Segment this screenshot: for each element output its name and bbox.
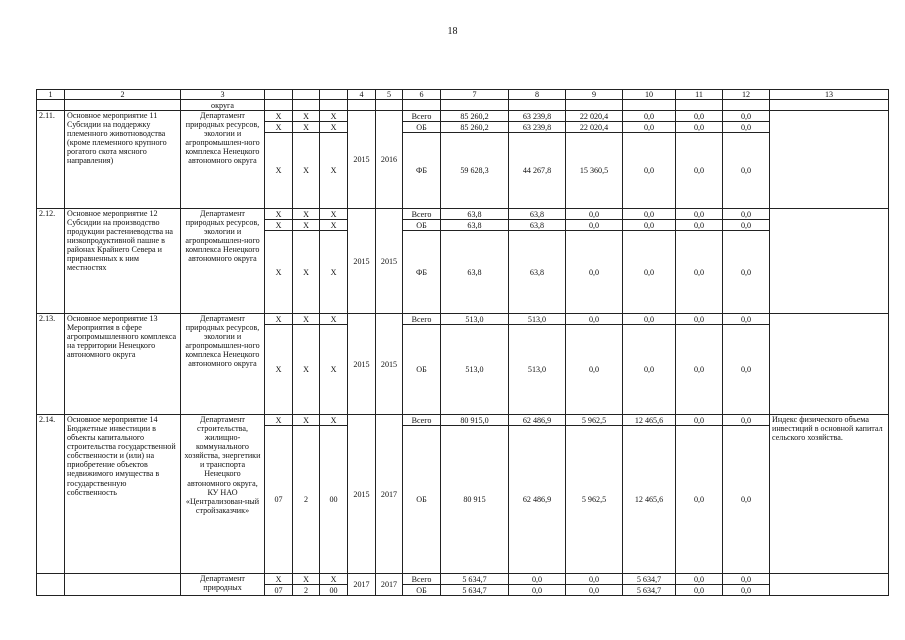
amount-cell: 0,0 bbox=[623, 220, 676, 231]
carry-over-row bbox=[37, 100, 889, 111]
code-cell: X bbox=[320, 325, 348, 415]
amount-cell: 0,0 bbox=[723, 325, 770, 415]
amount-cell: 0,0 bbox=[723, 426, 770, 574]
amount-cell: 63,8 bbox=[441, 231, 509, 314]
amount-cell: 0,0 bbox=[623, 122, 676, 133]
amount-cell: 0,0 bbox=[566, 325, 623, 415]
header-cell: 8 bbox=[509, 90, 566, 100]
header-cell: 13 bbox=[770, 90, 889, 100]
amount-cell: 5 634,7 bbox=[441, 585, 509, 596]
amount-cell: 513,0 bbox=[509, 314, 566, 325]
amount-cell: 0,0 bbox=[723, 220, 770, 231]
empty-cell bbox=[566, 100, 623, 111]
code-cell: X bbox=[265, 111, 293, 122]
start-year-cell: 2017 bbox=[348, 574, 376, 596]
page-number: 18 bbox=[447, 26, 458, 37]
amount-cell: 63 239,8 bbox=[509, 111, 566, 122]
amount-cell: 0,0 bbox=[509, 574, 566, 585]
header-cell: 12 bbox=[723, 90, 770, 100]
amount-cell: 63,8 bbox=[509, 231, 566, 314]
amount-cell: 0,0 bbox=[676, 133, 723, 209]
header-cell: 11 bbox=[676, 90, 723, 100]
funding-source-cell: Всего bbox=[403, 209, 441, 220]
amount-cell: 0,0 bbox=[676, 314, 723, 325]
code-cell: X bbox=[293, 231, 320, 314]
amount-cell: 0,0 bbox=[623, 133, 676, 209]
amount-cell: 63,8 bbox=[441, 220, 509, 231]
code-cell: X bbox=[320, 415, 348, 426]
code-cell: X bbox=[293, 325, 320, 415]
header-cell: 2 bbox=[65, 90, 181, 100]
code-cell: X bbox=[293, 220, 320, 231]
amount-cell: 0,0 bbox=[566, 209, 623, 220]
empty-cell bbox=[376, 100, 403, 111]
amount-cell: 62 486,9 bbox=[509, 426, 566, 574]
department-cell: округа bbox=[181, 100, 265, 111]
amount-cell: 5 634,7 bbox=[623, 574, 676, 585]
amount-cell: 62 486,9 bbox=[509, 415, 566, 426]
amount-cell: 0,0 bbox=[623, 209, 676, 220]
empty-cell bbox=[348, 100, 376, 111]
amount-cell: 5 962,5 bbox=[566, 426, 623, 574]
empty-cell bbox=[265, 100, 293, 111]
funding-source-cell: Всего bbox=[403, 415, 441, 426]
code-cell: X bbox=[320, 111, 348, 122]
end-year-cell: 2015 bbox=[376, 209, 403, 314]
code-cell: 2 bbox=[293, 426, 320, 574]
code-cell: X bbox=[293, 574, 320, 585]
amount-cell: 0,0 bbox=[676, 426, 723, 574]
header-cell: 3 bbox=[181, 90, 265, 100]
amount-cell: 5 634,7 bbox=[623, 585, 676, 596]
empty-cell bbox=[770, 100, 889, 111]
header-cell bbox=[265, 90, 293, 100]
start-year-cell: 2015 bbox=[348, 111, 376, 209]
amount-cell: 0,0 bbox=[676, 122, 723, 133]
code-cell: X bbox=[320, 220, 348, 231]
department-cell: Департамент природных ресурсов, экологии и агропромышлен-ного комплекса Ненецкого автономного округа bbox=[181, 209, 265, 314]
amount-cell: 5 634,7 bbox=[441, 574, 509, 585]
header-cell bbox=[320, 90, 348, 100]
code-cell: X bbox=[265, 415, 293, 426]
header-cell: 7 bbox=[441, 90, 509, 100]
code-cell: X bbox=[265, 325, 293, 415]
amount-cell: 0,0 bbox=[676, 231, 723, 314]
code-cell: X bbox=[265, 209, 293, 220]
amount-cell: 0,0 bbox=[676, 111, 723, 122]
empty-cell bbox=[676, 100, 723, 111]
amount-cell: 513,0 bbox=[509, 325, 566, 415]
amount-cell: 12 465,6 bbox=[623, 415, 676, 426]
amount-cell: 22 020,4 bbox=[566, 111, 623, 122]
amount-cell: 0,0 bbox=[723, 209, 770, 220]
funding-source-cell: ФБ bbox=[403, 231, 441, 314]
activity-name-cell: Основное мероприятие 14 Бюджетные инвестиции в объекты капитального строительства государственной собственности и (или) на приобретение объектов недвижимого имущества в государственную собственность bbox=[65, 415, 181, 574]
amount-cell: 513,0 bbox=[441, 314, 509, 325]
indicator-cell bbox=[770, 111, 889, 209]
code-cell: X bbox=[320, 314, 348, 325]
amount-cell: 80 915 bbox=[441, 426, 509, 574]
indicator-cell: Индекс физического объема инвестиций в основной капитал сельского хозяйства. bbox=[770, 415, 889, 574]
empty-cell bbox=[509, 100, 566, 111]
funding-source-cell: ОБ bbox=[403, 426, 441, 574]
amount-cell: 0,0 bbox=[723, 133, 770, 209]
funding-source-cell: Всего bbox=[403, 574, 441, 585]
code-cell: X bbox=[293, 415, 320, 426]
empty-cell bbox=[403, 100, 441, 111]
code-cell: 07 bbox=[265, 426, 293, 574]
table-row bbox=[37, 209, 889, 220]
amount-cell: 0,0 bbox=[566, 231, 623, 314]
amount-cell: 0,0 bbox=[566, 314, 623, 325]
code-cell: X bbox=[265, 231, 293, 314]
header-cell: 6 bbox=[403, 90, 441, 100]
code-cell: X bbox=[320, 209, 348, 220]
start-year-cell: 2015 bbox=[348, 415, 376, 574]
code-cell: X bbox=[265, 314, 293, 325]
department-cell: Департамент природных bbox=[181, 574, 265, 596]
header-cell: 5 bbox=[376, 90, 403, 100]
amount-cell: 12 465,6 bbox=[623, 426, 676, 574]
amount-cell: 0,0 bbox=[623, 325, 676, 415]
code-cell: X bbox=[265, 133, 293, 209]
indicator-cell bbox=[770, 574, 889, 596]
department-cell: Департамент природных ресурсов, экологии и агропромышлен-ного комплекса Ненецкого автономного округа bbox=[181, 111, 265, 209]
funding-source-cell: ФБ bbox=[403, 133, 441, 209]
start-year-cell: 2015 bbox=[348, 314, 376, 415]
funding-source-cell: ОБ bbox=[403, 325, 441, 415]
funding-source-cell: Всего bbox=[403, 111, 441, 122]
item-number-cell: 2.12. bbox=[37, 209, 65, 314]
code-cell: 00 bbox=[320, 585, 348, 596]
amount-cell: 0,0 bbox=[623, 231, 676, 314]
header-cell: 10 bbox=[623, 90, 676, 100]
empty-cell bbox=[441, 100, 509, 111]
amount-cell: 0,0 bbox=[509, 585, 566, 596]
header-row bbox=[37, 90, 889, 100]
amount-cell: 15 360,5 bbox=[566, 133, 623, 209]
amount-cell: 0,0 bbox=[676, 325, 723, 415]
code-cell: X bbox=[293, 314, 320, 325]
amount-cell: 0,0 bbox=[723, 574, 770, 585]
amount-cell: 0,0 bbox=[676, 585, 723, 596]
amount-cell: 0,0 bbox=[723, 122, 770, 133]
amount-cell: 80 915,0 bbox=[441, 415, 509, 426]
amount-cell: 5 962,5 bbox=[566, 415, 623, 426]
amount-cell: 0,0 bbox=[676, 209, 723, 220]
code-cell: X bbox=[293, 111, 320, 122]
item-number-cell: 2.14. bbox=[37, 415, 65, 574]
code-cell: X bbox=[265, 220, 293, 231]
amount-cell: 63,8 bbox=[509, 209, 566, 220]
empty-cell bbox=[723, 100, 770, 111]
amount-cell: 0,0 bbox=[676, 415, 723, 426]
department-cell: Департамент строительства, жилищно-коммунального хозяйства, энергетики и транспорта Ненецкого автономного округа, КУ НАО «Централизован-ный стройзаказчик» bbox=[181, 415, 265, 574]
code-cell: X bbox=[293, 209, 320, 220]
amount-cell: 0,0 bbox=[723, 585, 770, 596]
code-cell: X bbox=[265, 122, 293, 133]
empty-cell bbox=[623, 100, 676, 111]
amount-cell: 63,8 bbox=[441, 209, 509, 220]
amount-cell: 0,0 bbox=[723, 231, 770, 314]
code-cell: X bbox=[320, 574, 348, 585]
amount-cell: 85 260,2 bbox=[441, 122, 509, 133]
table-row bbox=[37, 314, 889, 325]
code-cell: X bbox=[320, 231, 348, 314]
item-number-cell: 2.13. bbox=[37, 314, 65, 415]
code-cell: 00 bbox=[320, 426, 348, 574]
amount-cell: 63 239,8 bbox=[509, 122, 566, 133]
funding-source-cell: ОБ bbox=[403, 585, 441, 596]
code-cell: X bbox=[293, 133, 320, 209]
amount-cell: 0,0 bbox=[723, 314, 770, 325]
amount-cell: 63,8 bbox=[509, 220, 566, 231]
header-cell: 9 bbox=[566, 90, 623, 100]
amount-cell: 0,0 bbox=[723, 111, 770, 122]
item-number-cell: 2.11. bbox=[37, 111, 65, 209]
amount-cell: 0,0 bbox=[623, 314, 676, 325]
amount-cell: 0,0 bbox=[566, 220, 623, 231]
amount-cell: 0,0 bbox=[566, 574, 623, 585]
department-cell: Департамент природных ресурсов, экологии и агропромышлен-ного комплекса Ненецкого автономного округа bbox=[181, 314, 265, 415]
end-year-cell: 2017 bbox=[376, 415, 403, 574]
end-year-cell: 2016 bbox=[376, 111, 403, 209]
amount-cell: 0,0 bbox=[623, 111, 676, 122]
empty-cell bbox=[320, 100, 348, 111]
item-number-cell bbox=[37, 574, 65, 596]
code-cell: X bbox=[293, 122, 320, 133]
code-cell: X bbox=[320, 133, 348, 209]
code-cell: X bbox=[320, 122, 348, 133]
activity-name-cell: Основное мероприятие 13 Мероприятия в сфере агропромышленного комплекса на территории Ненецкого автономного округа bbox=[65, 314, 181, 415]
amount-cell: 0,0 bbox=[566, 585, 623, 596]
table-row bbox=[37, 415, 889, 426]
funding-source-cell: ОБ bbox=[403, 122, 441, 133]
amount-cell: 85 260,2 bbox=[441, 111, 509, 122]
funding-source-cell: Всего bbox=[403, 314, 441, 325]
table-row bbox=[37, 574, 889, 585]
table-row bbox=[37, 111, 889, 122]
indicator-cell bbox=[770, 314, 889, 415]
amount-cell: 0,0 bbox=[676, 220, 723, 231]
activity-name-cell bbox=[65, 574, 181, 596]
empty-cell bbox=[293, 100, 320, 111]
code-cell: 07 bbox=[265, 585, 293, 596]
empty-cell bbox=[65, 100, 181, 111]
amount-cell: 44 267,8 bbox=[509, 133, 566, 209]
program-table bbox=[36, 89, 889, 596]
funding-source-cell: ОБ bbox=[403, 220, 441, 231]
amount-cell: 22 020,4 bbox=[566, 122, 623, 133]
empty-cell bbox=[37, 100, 65, 111]
amount-cell: 59 628,3 bbox=[441, 133, 509, 209]
amount-cell: 513,0 bbox=[441, 325, 509, 415]
amount-cell: 0,0 bbox=[723, 415, 770, 426]
activity-name-cell: Основное мероприятие 11 Субсидии на поддержку племенного животноводства (кроме племенного крупного рогатого скота мясного направления) bbox=[65, 111, 181, 209]
end-year-cell: 2015 bbox=[376, 314, 403, 415]
header-cell: 4 bbox=[348, 90, 376, 100]
header-cell: 1 bbox=[37, 90, 65, 100]
amount-cell: 0,0 bbox=[676, 574, 723, 585]
code-cell: X bbox=[265, 574, 293, 585]
end-year-cell: 2017 bbox=[376, 574, 403, 596]
indicator-cell bbox=[770, 209, 889, 314]
start-year-cell: 2015 bbox=[348, 209, 376, 314]
header-cell bbox=[293, 90, 320, 100]
activity-name-cell: Основное мероприятие 12 Субсидии на производство продукции растениеводства на низкопродуктивной пашне в районах Крайнего Севера и приравненных к ним местностях bbox=[65, 209, 181, 314]
code-cell: 2 bbox=[293, 585, 320, 596]
